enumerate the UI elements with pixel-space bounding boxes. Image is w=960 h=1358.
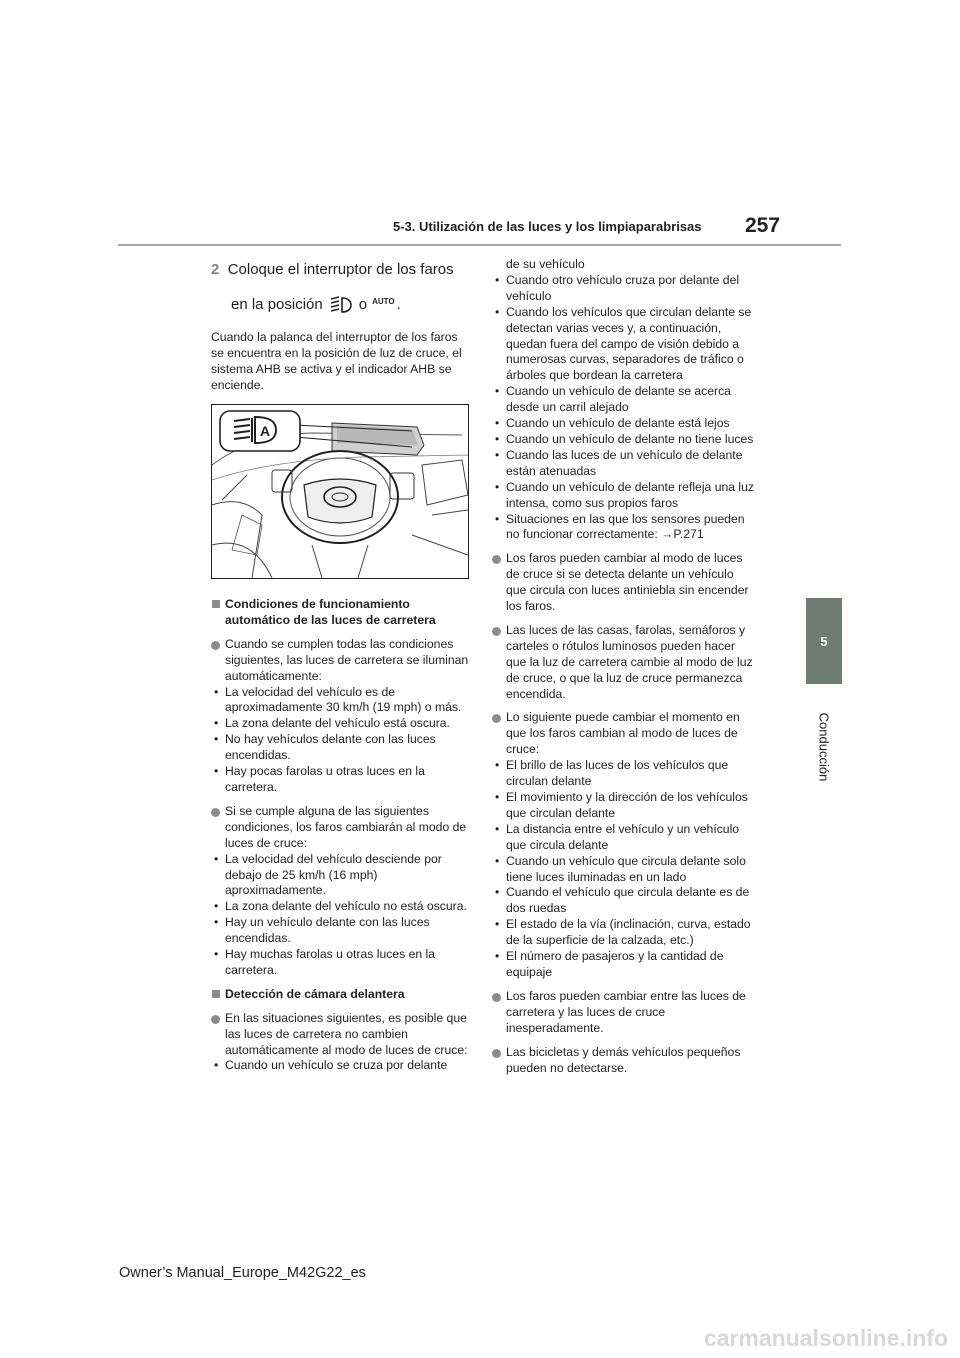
continuation-text: de su vehículo [506, 257, 585, 271]
step-text-line2 [211, 292, 471, 318]
page-reference-link[interactable]: P.271 [673, 527, 704, 542]
step-2 [211, 260, 471, 280]
note-item: Los faros pueden cambiar entre las luces de carretera y las luces de cruce inesperadamente. [492, 989, 755, 1037]
heading-auto-conditions: Condiciones de funcionamiento automático de las luces de carretera [211, 597, 469, 629]
camera-situations-item [211, 1011, 469, 1059]
dashboard-figure [211, 404, 469, 579]
bullet-item: • El brillo de las luces de los vehículos que circulan delante [492, 758, 755, 790]
condition-off-text: Si se cumple alguna de las siguientes condiciones, los faros cambiarán al modo de luces de cruce: [225, 803, 467, 850]
bullet-item: • Cuando un vehículo se cruza por delante [211, 1058, 469, 1074]
bullet-item: • Hay pocas farolas u otras luces en la carretera. [211, 764, 469, 796]
bullet-item: • La distancia entre el vehículo y un vehículo que circula delante [492, 822, 755, 854]
auto-icon: AUTO [372, 297, 395, 306]
right-column [492, 257, 755, 1076]
bullet-item: • Cuando un vehículo de delante refleja una luz intensa, como sus propios faros [492, 480, 755, 512]
note-item: Las bicicletas y demás vehículos pequeños pueden no detectarse. [492, 1045, 755, 1077]
bullet-item: • La velocidad del vehículo desciende por debajo de 25 km/h (16 mph) aproximadamente. [211, 852, 469, 900]
condition-off-item [211, 804, 469, 852]
bullet-item-with-ref [492, 512, 755, 544]
bullet-item: • Cuando otro vehículo cruza por delante del vehículo [492, 273, 755, 305]
step-text-position: en la posición [231, 296, 323, 313]
condition-on-item [211, 637, 469, 685]
camera-situations-text: En las situaciones siguientes, es posible que las luces de carretera no cambien automáticamente al modo de luces de cruce: [225, 1010, 468, 1057]
chapter-tab [806, 598, 842, 684]
chapter-label-text: Conducción [816, 712, 832, 782]
chapter-number: 5 [820, 633, 828, 649]
bullet-item: • Hay un vehículo delante con las luces encendidas. [211, 915, 469, 947]
bullet-item: • El movimiento y la dirección de los vehículos que circulan delante [492, 790, 755, 822]
condition-on-text: Cuando se cumplen todas las condiciones siguientes, las luces de carretera se iluminan automáticamente: [225, 636, 469, 683]
chapter-label [806, 692, 842, 802]
bullet-item: • Cuando el vehículo que circula delante es de dos ruedas [492, 885, 755, 917]
high-beam-auto-icon [329, 295, 353, 315]
note-item: Las luces de las casas, farolas, semáforos y carteles o rótulos luminosos pueden hacer que la luz de carretera cambie al modo de luz de cruce, o que la luz de cruce permanezca encendida. [492, 623, 755, 703]
bullet-item: • El número de pasajeros y la cantidad de equipaje [492, 949, 755, 981]
bullet-item: • Cuando los vehículos que circulan delante se detectan varias veces y, a continuación, quedan fuera del campo de visión debido a numerosas curvas, separadores de tráfico o árboles que bordean la carretera [492, 305, 755, 385]
header-rule [118, 244, 841, 246]
bullet-item: • No hay vehículos delante con las luces encendidas. [211, 732, 469, 764]
note-item: Los faros pueden cambiar al modo de luces de cruce si se detecta delante un vehículo que circula con luces antiniebla sin encender los faros. [492, 551, 755, 615]
page-number: 257 [744, 214, 780, 237]
bullet-item: • Cuando un vehículo de delante está lejos [492, 416, 755, 432]
note-item [492, 710, 755, 758]
bullet-item: • El estado de la vía (inclinación, curva, estado de la superficie de la calzada, etc.) [492, 917, 755, 949]
footer-text: Owner’s Manual_Europe_M42G22_es [119, 1265, 366, 1281]
bullet-item: • Cuando un vehículo que circula delante solo tiene luces iluminadas en un lado [492, 854, 755, 886]
bullet-item: • La zona delante del vehículo está oscura. [211, 716, 469, 732]
step-number: 2 [211, 261, 220, 278]
left-column [211, 260, 471, 394]
bullet-item: • Hay muchas farolas u otras luces en la carretera. [211, 947, 469, 979]
bullet-item: • Cuando las luces de un vehículo de delante están atenuadas [492, 448, 755, 480]
bullet-text: Situaciones en las que los sensores pueden no funcionar correctamente: [506, 511, 745, 542]
bullet-item: • La velocidad del vehículo es de aproximadamente 30 km/h (19 mph) o más. [211, 685, 469, 717]
step-text-period: . [396, 296, 401, 313]
heading-front-camera: Detección de cámara delantera [211, 987, 469, 1003]
left-column-lower [211, 597, 469, 1074]
ref-arrow: → [661, 527, 674, 542]
intro-paragraph: Cuando la palanca del interruptor de los faros se encuentra en la posición de luz de cruce, el sistema AHB se activa y el indicador AHB se enciende. [211, 330, 462, 392]
bullet-item: • Cuando un vehículo de delante no tiene luces [492, 432, 755, 448]
section-title: 5-3. Utilización de las luces y los limpiaparabrisas [393, 219, 702, 234]
dashboard-illustration [212, 405, 468, 578]
bullet-item: • Cuando un vehículo de delante se acerca desde un carril alejado [492, 384, 755, 416]
step-text-or: o [358, 296, 368, 313]
note-text: Lo siguiente puede cambiar el momento en que los faros cambian al modo de luces de cruce: [506, 710, 740, 757]
step-text-line1: Coloque el interruptor de los faros [227, 261, 454, 278]
bullet-item: • La zona delante del vehículo no está oscura. [211, 899, 469, 915]
watermark: carmanualsonline.info [703, 1325, 948, 1351]
figure-auto-letter: A [259, 423, 271, 439]
